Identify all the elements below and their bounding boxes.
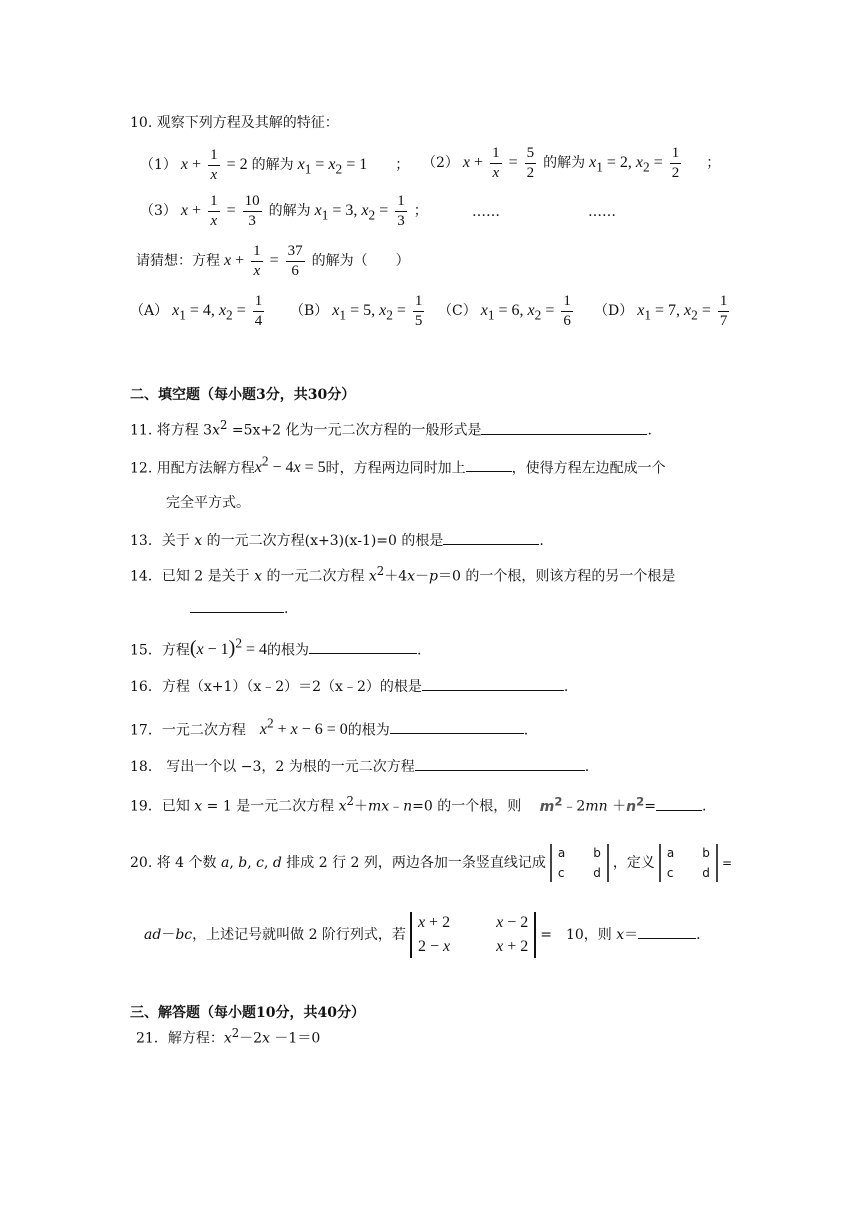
q17: 17．一元二次方程 $x^2 + x - 6 = 0$的根为 . xyxy=(130,716,529,739)
q20: 20. 将 4 个数 a, b, c, d 排成 2 行 2 列，两边各加一条竖直线记成 a b c d ，定义 a b c d xyxy=(130,844,722,882)
q11: 11. 将方程 $3x^2 =5x+2$ 化为一元二次方程的一般形式是 . xyxy=(130,418,652,439)
q10-example-1: （1） x + $\frac{1}{x}$ = 2 的解为 $x_1 = x_2 = 1$ ； xyxy=(140,147,410,183)
q13: 13．关于 x 的一元二次方程(x+3)(x-1)=0 的根是 . xyxy=(130,530,544,550)
q10-option-a: （A） $x_1 = 4$, $x_2$ = $\frac{1}{4}$ xyxy=(130,293,263,329)
q10-option-b: （B） $x_1 = 5$, $x_2$ = $\frac{1}{5}$ xyxy=(290,293,423,329)
section-2-heading: 二、填空题（每小题3分，共30分） xyxy=(130,387,356,403)
q10-option-c: （C） $x_1 = 6$, $x_2$ = $\frac{1}{6}$ xyxy=(438,293,571,329)
q10-example-3: （3） x + $\frac{1}{x}$ = $\frac{10}{3}$ 的解为 $x_1 = 3$, $x_2$ = $\frac{1}{3}$ ； xyxy=(140,193,428,229)
determinant-definition: a b c d xyxy=(659,844,718,882)
determinant-equation: x + 2 x − 2 2 − x x + 2 xyxy=(410,912,536,958)
q10-ellipsis-2: …… xyxy=(588,204,616,220)
q21: 21．解方程：$x^2-2x -1=0$ xyxy=(136,1026,321,1047)
q14: 14．已知 2 是关于 x 的一元二次方程 $x^2+4x-p=0$ 的一个根，则该方程的另一个根是 xyxy=(130,564,676,585)
q19: 19．已知 x = 1 是一元二次方程 $x^2+mx﹣n=0$ 的一个根，则 $m^2﹣2mn +n^2=$ . xyxy=(130,794,707,815)
q15: 15．方程$(x - 1)^2 = 4$的根为 . xyxy=(130,636,422,660)
q18: 18． 写出一个以 −3，2 为根的一元二次方程 . xyxy=(130,756,589,776)
q12-line-2: 完全平方式。 xyxy=(166,495,250,511)
q20-equals: = xyxy=(722,856,733,870)
q10-guess: 请猜想：方程 x + $\frac{1}{x}$ = $\frac{37}{6}$ 的解为（ ） xyxy=(136,243,410,279)
q16: 16．方程（x+1）（x﹣2）＝2（x﹣2）的根是 . xyxy=(130,676,568,696)
section-3-heading: 三、解答题（每小题10分，共40分） xyxy=(130,1005,365,1021)
q14-line-2: . xyxy=(190,598,288,617)
q10-option-d: （D） $x_1 = 7$, $x_2$ = $\frac{1}{7}$ xyxy=(594,293,728,329)
determinant-notation: a b c d xyxy=(550,844,609,882)
q10-ellipsis-1: …… xyxy=(472,204,500,220)
q10-example-2: （2） x + $\frac{1}{x}$ = $\frac{5}{2}$ 的解为 $x_1 = 2$, $x_2$ = $\frac{1}{2}$ ； xyxy=(422,145,721,181)
q12: 12. 用配方法解方程$x^2 - 4x = 5$时，方程两边同时加上 ，使得方程左边配成一个 xyxy=(130,454,666,477)
q20-line-2: ad－bc，上述记号就叫做 2 阶行列式，若 x + 2 x − 2 2 − x x + 2 = 10，则 x＝ ． xyxy=(144,912,710,958)
q10-stem: 10. 观察下列方程及其解的特征： xyxy=(130,115,339,131)
